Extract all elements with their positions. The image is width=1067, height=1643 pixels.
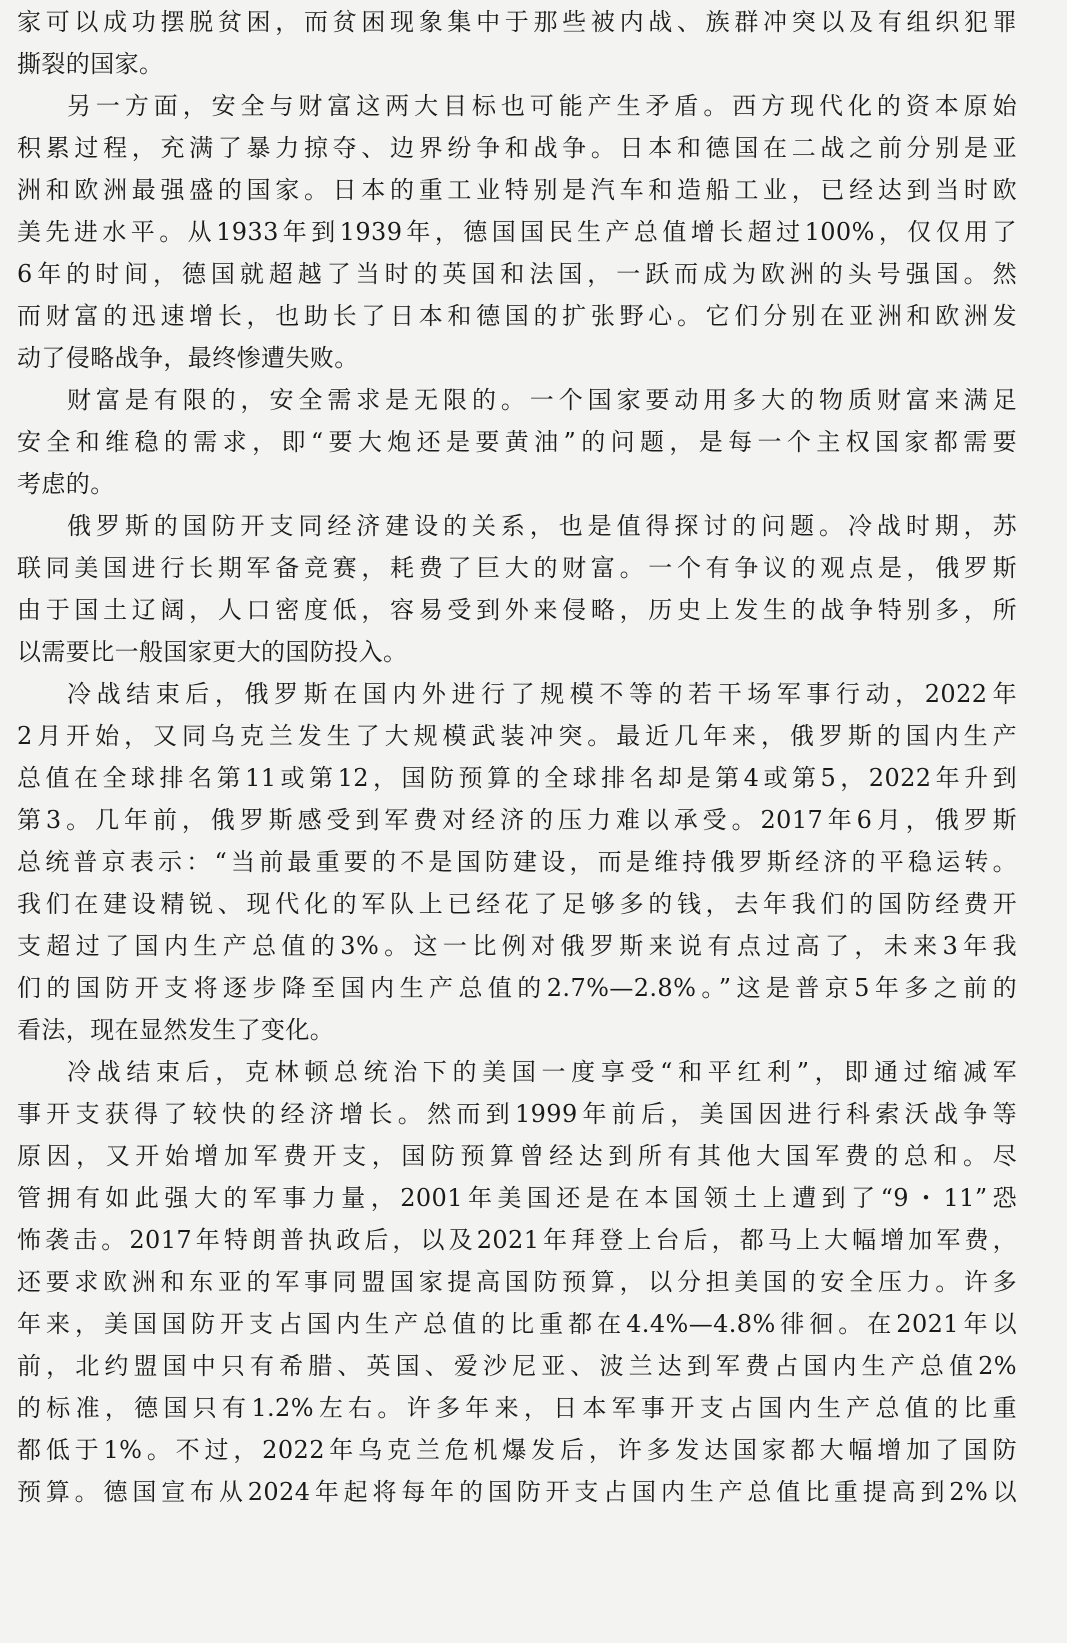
- text-line: 怖袭击。2017年特朗普执政后，以及2021年拜登上台后，都马上大幅增加军费，: [17, 1226, 1017, 1254]
- paragraph-4: [17, 505, 1017, 673]
- paragraph-2: [17, 85, 1017, 379]
- text-line: 另一方面，安全与财富这两大目标也可能产生矛盾。西方现代化的资本原始: [67, 92, 1017, 120]
- paragraph-1: [17, 1, 1017, 85]
- paragraph-5: [17, 673, 1017, 1051]
- paragraph-6: [17, 1051, 1017, 1513]
- text-line: 冷战结束后，克林顿总统治下的美国一度享受“和平红利”，即通过缩减军: [67, 1058, 1017, 1086]
- paragraph-3: [17, 379, 1017, 505]
- text-line: 事开支获得了较快的经济增长。然而到1999年前后，美国因进行科索沃战争等: [17, 1100, 1017, 1128]
- text-line: 财富是有限的，安全需求是无限的。一个国家要动用多大的物质财富来满足: [67, 386, 1017, 414]
- text-line: 预算。德国宣布从2024年起将每年的国防开支占国内生产总值比重提高到2%以: [17, 1478, 1017, 1506]
- text-line: 由于国土辽阔，人口密度低，容易受到外来侵略，历史上发生的战争特别多，所: [17, 596, 1017, 624]
- text-line: 都低于1%。不过，2022年乌克兰危机爆发后，许多发达国家都大幅增加了国防: [17, 1436, 1017, 1464]
- text-line: 前，北约盟国中只有希腊、英国、爱沙尼亚、波兰达到军费占国内生产总值2%: [17, 1352, 1017, 1380]
- text-line: 洲和欧洲最强盛的国家。日本的重工业特别是汽车和造船工业，已经达到当时欧: [17, 176, 1017, 204]
- text-line: 美先进水平。从1933年到1939年，德国国民生产总值增长超过100%，仅仅用了: [17, 218, 1017, 246]
- text-line: 支超过了国内生产总值的3%。这一比例对俄罗斯来说有点过高了，未来3年我: [17, 932, 1017, 960]
- text-line: 们的国防开支将逐步降至国内生产总值的2.7%—2.8%。”这是普京5年多之前的: [17, 974, 1017, 1002]
- text-line: 原因，又开始增加军费开支，国防预算曾经达到所有其他大国军费的总和。尽: [17, 1142, 1017, 1170]
- text-line: 以需要比一般国家更大的国防投入。: [17, 638, 408, 666]
- text-line: 考虑的。: [17, 470, 115, 498]
- text-line: 我们在建设精锐、现代化的军队上已经花了足够多的钱，去年我们的国防经费开: [17, 890, 1017, 918]
- text-line: 积累过程，充满了暴力掠夺、边界纷争和战争。日本和德国在二战之前分别是亚: [17, 134, 1017, 162]
- text-line: 年来，美国国防开支占国内生产总值的比重都在4.4%—4.8%徘徊。在2021年以: [17, 1310, 1017, 1338]
- text-line: 撕裂的国家。: [17, 50, 164, 78]
- text-line: 联同美国进行长期军备竞赛，耗费了巨大的财富。一个有争议的观点是，俄罗斯: [17, 554, 1017, 582]
- text-line: 第3。几年前，俄罗斯感受到军费对经济的压力难以承受。2017年6月，俄罗斯: [17, 806, 1017, 834]
- text-line: 6年的时间，德国就超越了当时的英国和法国，一跃而成为欧洲的头号强国。然: [17, 260, 1017, 288]
- text-line: 的标准，德国只有1.2%左右。许多年来，日本军事开支占国内生产总值的比重: [17, 1394, 1017, 1422]
- text-line: 安全和维稳的需求，即“要大炮还是要黄油”的问题，是每一个主权国家都需要: [17, 428, 1017, 456]
- text-line: 俄罗斯的国防开支同经济建设的关系，也是值得探讨的问题。冷战时期，苏: [67, 512, 1017, 540]
- text-line: 看法，现在显然发生了变化。: [17, 1016, 335, 1044]
- text-line: 家可以成功摆脱贫困，而贫困现象集中于那些被内战、族群冲突以及有组织犯罪: [17, 8, 1017, 36]
- text-line: 总值在全球排名第11或第12，国防预算的全球排名却是第4或第5，2022年升到: [17, 764, 1017, 792]
- body-text: [17, 1, 1017, 1513]
- text-line: 动了侵略战争，最终惨遭失败。: [17, 344, 359, 372]
- text-line: 总统普京表示：“当前最重要的不是国防建设，而是维持俄罗斯经济的平稳运转。: [17, 848, 1017, 876]
- text-line: 2月开始，又同乌克兰发生了大规模武装冲突。最近几年来，俄罗斯的国内生产: [17, 722, 1017, 750]
- text-line: 还要求欧洲和东亚的军事同盟国家提高国防预算，以分担美国的安全压力。许多: [17, 1268, 1017, 1296]
- text-line: 冷战结束后，俄罗斯在国内外进行了规模不等的若干场军事行动，2022年: [67, 680, 1017, 708]
- text-line: 而财富的迅速增长，也助长了日本和德国的扩张野心。它们分别在亚洲和欧洲发: [17, 302, 1017, 330]
- text-line: 管拥有如此强大的军事力量，2001年美国还是在本国领土上遭到了“9・11”恐: [17, 1184, 1017, 1212]
